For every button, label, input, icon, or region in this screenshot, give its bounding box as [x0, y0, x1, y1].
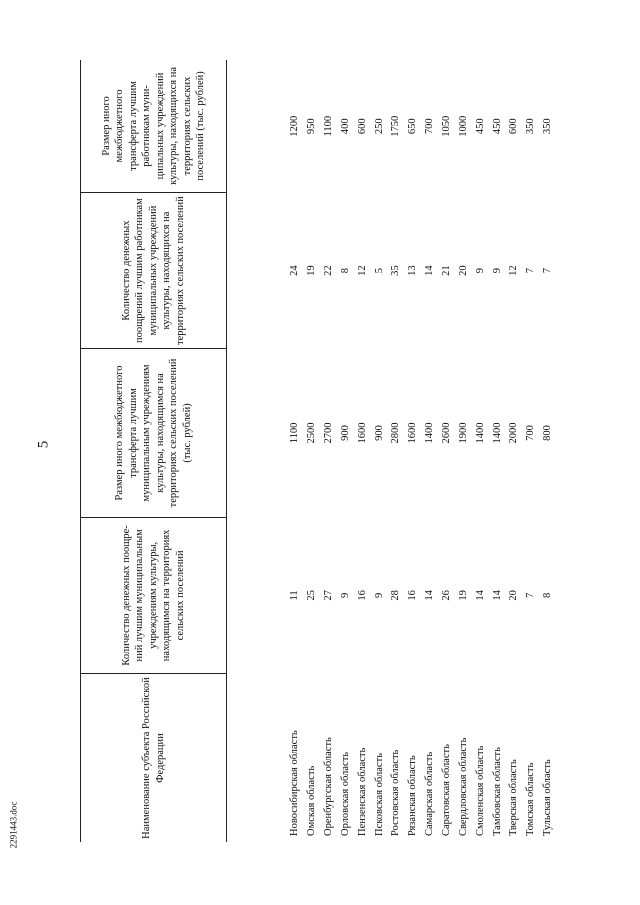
- table-row: [505, 60, 522, 842]
- cell-worker-transfer-amount: 400: [339, 118, 351, 135]
- cell-worker-transfer-amount: 1000: [457, 115, 469, 137]
- cell-institution-awards-count: 19: [457, 590, 469, 601]
- cell-worker-transfer-amount: 950: [306, 118, 318, 135]
- cell-institution-transfer-amount: 2500: [306, 422, 318, 444]
- cell-region: Смоленская область: [474, 745, 486, 836]
- header-institution-transfer-amount: Размер иного межбюджетного трансферта лучшим муниципальным учреждениям культуры, находящимся на территориях сельских поселений (тыс. рублей): [81, 349, 227, 517]
- cell-worker-awards-count: 20: [457, 265, 469, 276]
- table-row: [472, 60, 489, 842]
- header-worker-awards-count: Количество денежных поощрений лучшим работникам муниципальных учреждений культуры, находящихся на территориях сельских поселений: [81, 192, 227, 348]
- cell-institution-transfer-amount: 2600: [441, 422, 453, 444]
- header-institution-awards-count: Количество денежных поощре-ний лучшим муниципальным учреждениям культуры, находящимся на территориях сельских поселений: [81, 517, 227, 673]
- table-row: [287, 60, 304, 842]
- table-row: [354, 60, 371, 842]
- cell-worker-transfer-amount: 1100: [323, 115, 335, 137]
- cell-worker-awards-count: 24: [289, 265, 301, 276]
- cell-institution-awards-count: 9: [339, 592, 351, 599]
- cell-worker-awards-count: 21: [441, 265, 453, 276]
- cell-worker-awards-count: 12: [356, 265, 368, 276]
- header-spacer: [227, 60, 287, 842]
- table-row: [522, 60, 539, 842]
- cell-region: Оренбургская область: [323, 737, 335, 836]
- table-row: [438, 60, 455, 842]
- table-row: [320, 60, 337, 842]
- cell-institution-awards-count: 16: [407, 590, 419, 601]
- header-worker-transfer-amount: Размер иного межбюджетного трансферта лучшим работникам муни-ципальных учреждений культуры, находящихся на территориях сельских поселений (тыс. рублей): [81, 60, 227, 192]
- cell-region: Саратовская область: [441, 744, 453, 836]
- cell-institution-transfer-amount: 1600: [407, 422, 419, 444]
- cell-worker-transfer-amount: 650: [407, 118, 419, 135]
- cell-worker-awards-count: 22: [323, 265, 335, 276]
- cell-worker-transfer-amount: 350: [525, 118, 537, 135]
- cell-institution-transfer-amount: 900: [373, 425, 385, 441]
- cell-region: Орловская область: [339, 751, 351, 836]
- table-row: [455, 60, 472, 842]
- allocation-table: [80, 60, 556, 842]
- cell-region: Рязанская область: [407, 755, 419, 836]
- table-row: [539, 60, 556, 842]
- cell-region: Самарская область: [424, 751, 436, 836]
- cell-institution-awards-count: 14: [491, 590, 503, 601]
- cell-worker-awards-count: 13: [407, 265, 419, 276]
- cell-worker-transfer-amount: 1200: [289, 115, 301, 137]
- table-row: [404, 60, 421, 842]
- cell-worker-awards-count: 14: [424, 265, 436, 276]
- page-number: 5: [35, 440, 52, 449]
- cell-institution-awards-count: 7: [525, 592, 537, 599]
- cell-institution-transfer-amount: 1600: [356, 422, 368, 444]
- cell-institution-awards-count: 14: [474, 590, 486, 601]
- cell-worker-transfer-amount: 600: [508, 118, 520, 135]
- cell-institution-awards-count: 27: [323, 590, 335, 601]
- table-row: [303, 60, 320, 842]
- cell-region: Псковская область: [373, 753, 385, 836]
- cell-worker-awards-count: 19: [306, 265, 318, 276]
- cell-worker-awards-count: 7: [542, 267, 554, 274]
- cell-worker-awards-count: 12: [508, 265, 520, 276]
- cell-institution-transfer-amount: 700: [525, 425, 537, 441]
- cell-worker-transfer-amount: 1050: [441, 115, 453, 137]
- cell-institution-transfer-amount: 1400: [491, 422, 503, 444]
- cell-institution-transfer-amount: 2800: [390, 422, 402, 444]
- cell-worker-transfer-amount: 450: [491, 118, 503, 135]
- cell-worker-awards-count: 35: [390, 265, 402, 276]
- cell-institution-awards-count: 9: [373, 592, 385, 599]
- cell-region: Пензенская область: [356, 747, 368, 836]
- cell-institution-transfer-amount: 800: [542, 425, 554, 441]
- cell-region: Ростовская область: [390, 749, 402, 836]
- cell-institution-awards-count: 14: [424, 590, 436, 601]
- cell-institution-transfer-amount: 1400: [474, 422, 486, 444]
- table-header: [81, 60, 227, 842]
- cell-institution-awards-count: 16: [356, 590, 368, 601]
- cell-worker-awards-count: 5: [373, 267, 385, 274]
- cell-institution-transfer-amount: 2000: [508, 422, 520, 444]
- table-row: [421, 60, 438, 842]
- allocation-table-container: [80, 60, 556, 842]
- cell-worker-transfer-amount: 600: [356, 118, 368, 135]
- header-row: [81, 60, 227, 842]
- cell-institution-transfer-amount: 1900: [457, 422, 469, 444]
- cell-institution-awards-count: 11: [289, 590, 301, 601]
- table-row: [388, 60, 405, 842]
- cell-region: Тульская область: [542, 759, 554, 836]
- cell-worker-transfer-amount: 1750: [390, 115, 402, 137]
- cell-worker-awards-count: 9: [474, 267, 486, 274]
- cell-institution-transfer-amount: 1100: [289, 422, 301, 444]
- cell-worker-awards-count: 8: [339, 267, 351, 274]
- cell-worker-awards-count: 7: [525, 267, 537, 274]
- cell-worker-transfer-amount: 450: [474, 118, 486, 135]
- cell-worker-transfer-amount: 700: [424, 118, 436, 135]
- cell-region: Томская область: [525, 762, 537, 836]
- cell-institution-awards-count: 28: [390, 590, 402, 601]
- table-row: [337, 60, 354, 842]
- cell-region: Омская область: [306, 765, 318, 836]
- cell-institution-awards-count: 20: [508, 590, 520, 601]
- table-body: [227, 60, 557, 842]
- cell-worker-transfer-amount: 250: [373, 118, 385, 135]
- cell-region: Тверская область: [508, 759, 520, 836]
- cell-institution-awards-count: 25: [306, 590, 318, 601]
- cell-institution-awards-count: 8: [542, 592, 554, 599]
- cell-institution-transfer-amount: 2700: [323, 422, 335, 444]
- cell-institution-transfer-amount: 1400: [424, 422, 436, 444]
- document-id: 2291443.doc: [8, 801, 19, 849]
- table-row: [489, 60, 506, 842]
- cell-region: Свердловская область: [457, 737, 469, 836]
- table-row: [371, 60, 388, 842]
- header-region: Наименование субъекта Российской Федерации: [81, 674, 227, 842]
- cell-region: Новосибирская область: [289, 730, 301, 836]
- cell-institution-transfer-amount: 900: [339, 425, 351, 441]
- cell-institution-awards-count: 26: [441, 590, 453, 601]
- cell-worker-awards-count: 9: [491, 267, 503, 274]
- cell-region: Тамбовская область: [491, 747, 503, 836]
- cell-worker-transfer-amount: 350: [542, 118, 554, 135]
